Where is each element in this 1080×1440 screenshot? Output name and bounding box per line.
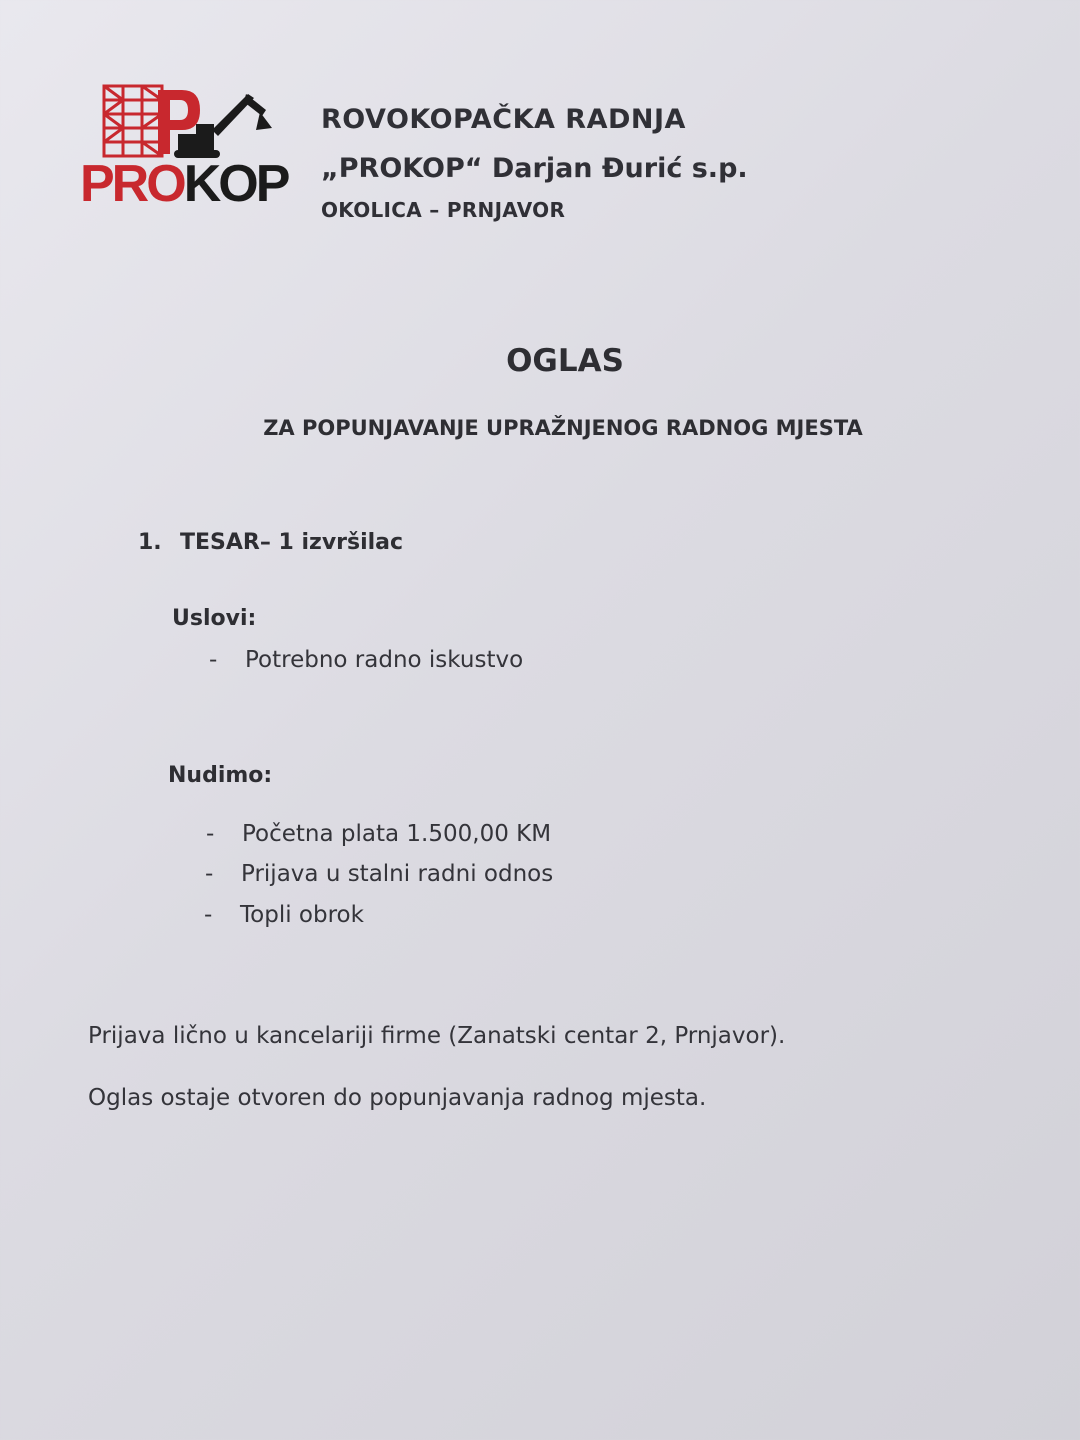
dash-icon: - bbox=[204, 902, 213, 928]
document-title: OGLAS bbox=[506, 343, 624, 379]
position-number: 1. bbox=[138, 530, 162, 555]
apply-instructions: Prijava lično u kancelariji firme (Zanatski centar 2, Prnjavor). bbox=[88, 1023, 786, 1049]
dash-icon: - bbox=[206, 821, 215, 847]
company-location: OKOLICA – PRNJAVOR bbox=[321, 198, 566, 222]
open-notice: Oglas ostaje otvoren do popunjavanja radnog mjesta. bbox=[88, 1085, 707, 1111]
list-item bbox=[209, 647, 524, 673]
list-item-text: Topli obrok bbox=[240, 902, 364, 928]
dash-icon: - bbox=[205, 861, 214, 887]
list-item-text: Prijava u stalni radni odnos bbox=[241, 861, 554, 887]
list-item bbox=[205, 861, 554, 887]
logo-wordmark bbox=[80, 155, 288, 213]
company-name: „PROKOP“ Darjan Đurić s.p. bbox=[321, 153, 748, 184]
logo-wordmark-black: KOP bbox=[183, 155, 288, 213]
list-item-text: Potrebno radno iskustvo bbox=[245, 647, 524, 673]
logo-wordmark-red: PRO bbox=[80, 155, 184, 213]
job-position bbox=[138, 530, 403, 555]
conditions-heading: Uslovi: bbox=[172, 606, 257, 631]
document-subtitle: ZA POPUNJAVANJE UPRAŽNJENOG RADNOG MJESTA bbox=[263, 416, 863, 440]
company-type: ROVOKOPAČKA RADNJA bbox=[321, 104, 686, 135]
list-item bbox=[206, 821, 552, 847]
company-info bbox=[321, 100, 748, 222]
list-item-text: Početna plata 1.500,00 KM bbox=[242, 821, 552, 847]
list-item bbox=[204, 902, 364, 928]
dash-icon: - bbox=[209, 647, 218, 673]
offer-heading: Nudimo: bbox=[168, 763, 273, 788]
position-label: TESAR– 1 izvršilac bbox=[180, 530, 404, 555]
